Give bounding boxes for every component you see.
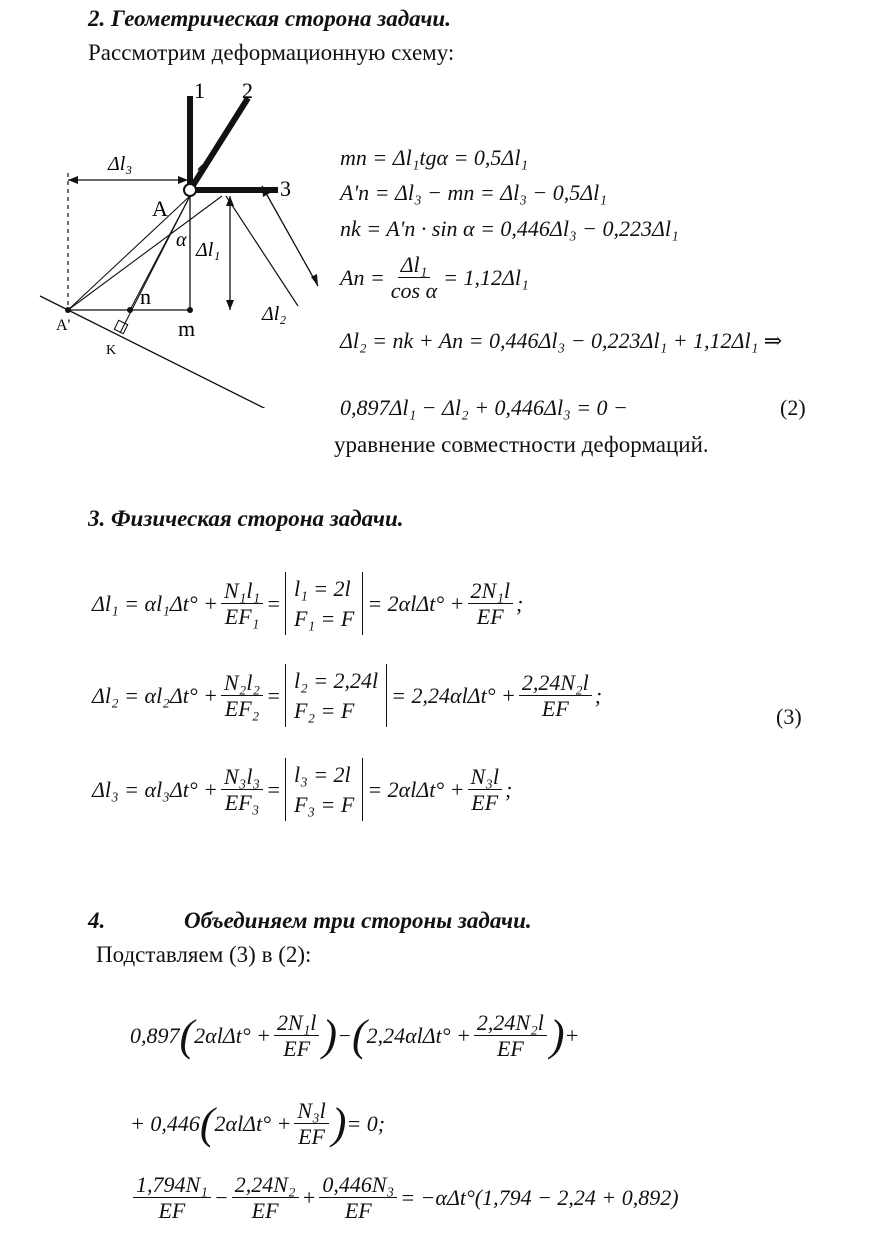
geom-eq-4 bbox=[340, 252, 529, 304]
physical-eq-3-substitution bbox=[285, 758, 363, 821]
geom-eq-4-lhs: An = bbox=[340, 264, 385, 290]
physical-eq-1-substitution bbox=[285, 572, 363, 635]
combined-eq-1-minus: − bbox=[337, 1022, 352, 1048]
combined-eq-2-term: 2αlΔt° + bbox=[214, 1110, 292, 1136]
combined-eq-1-num-1: 2N₁l bbox=[274, 1010, 319, 1036]
geom-eq-1: mn = Δl₁tgα = 0,5Δl₁ bbox=[340, 145, 529, 170]
combined-eq-2-coef: + 0,446 bbox=[130, 1110, 200, 1136]
combined-eq-line-1: 0,897 ( 2αlΔt° + $\frac{\text{2N₁l}}{EF}$ ) − ( 2,24αlΔt° + $\frac{\text{2,24N₂l}}{EF}$ ) + bbox=[130, 1010, 580, 1062]
label-dl3: Δl₃ bbox=[108, 153, 133, 175]
combined-eq-1-end: + bbox=[564, 1022, 580, 1048]
geom-eq-2: A'n = Δl₃ − mn = Δl₃ − 0,5Δl₁ bbox=[340, 180, 607, 205]
physical-eq-1-rhs-den: EF bbox=[476, 604, 504, 630]
combined-eq-3-op-1: − bbox=[213, 1184, 229, 1210]
physical-eq-2-num: N₂l₂ bbox=[221, 670, 263, 696]
physical-eq-1-frac bbox=[221, 578, 263, 630]
geom-eq-3: nk = A'n · sin α = 0,446Δl₃ − 0,223Δl₁ bbox=[340, 216, 679, 241]
physical-eq-2-case-b: F₂ = F bbox=[293, 697, 355, 723]
combined-eq-2-frac bbox=[294, 1098, 328, 1150]
label-2: 2 bbox=[242, 78, 253, 103]
equation-number-3: (3) bbox=[776, 704, 802, 729]
physical-eq-1-case-a: l₁ = 2l bbox=[293, 576, 351, 601]
physical-eq-2-den: EF₂ bbox=[224, 696, 260, 722]
section2-intro: Рассмотрим деформационную схему: bbox=[88, 40, 455, 65]
physical-eq-3-rhs-num: N₃l bbox=[468, 764, 502, 790]
combined-eq-3-den-3: EF bbox=[344, 1198, 372, 1224]
physical-eq-2-rhs-num: 2,24N₂l bbox=[519, 670, 592, 696]
section2-heading: 2. Геометрическая сторона задачи. bbox=[88, 6, 451, 31]
combined-eq-3-num-3: 0,446N₃ bbox=[319, 1172, 397, 1198]
combined-eq-line-2: + 0,446 ( 2αlΔt° + $\frac{\text{N₃l}}{EF}$ ) = 0; bbox=[130, 1098, 386, 1150]
physical-eq-1-lhs: Δl₁ = αl₁Δt° + bbox=[92, 590, 218, 616]
physical-eq-2-lhs: Δl₂ = αl₂Δt° + bbox=[92, 682, 218, 708]
combined-eq-1-num-2: 2,24N₂l bbox=[474, 1010, 547, 1036]
physical-eq-3-end: ; bbox=[504, 776, 513, 802]
physical-eq-3-lhs: Δl₃ = αl₃Δt° + bbox=[92, 776, 218, 802]
physical-eq-2-substitution bbox=[285, 664, 387, 727]
combined-eq-1-coef: 0,897 bbox=[130, 1022, 180, 1048]
combined-eq-1-frac-1 bbox=[274, 1010, 319, 1062]
rod-2 bbox=[190, 98, 248, 190]
physical-eq-2: Δl₂ = αl₂Δt° + $\frac{\text{N₂l₂}}{\text{EF₂}}$ = l₂ = 2,24l F₂ = F = 2,24αlΔt° + $\frac{\text{2,24N₂l}}{EF}$ ; bbox=[92, 664, 602, 727]
combined-eq-3-frac-3 bbox=[319, 1172, 397, 1224]
combined-eq-1-term-1: 2αlΔt° + bbox=[194, 1022, 271, 1048]
label-dl1: Δl₁ bbox=[196, 239, 221, 261]
physical-eq-2-rhs-den: EF bbox=[541, 696, 569, 722]
combined-eq-3-num-1: 1,794N₁ bbox=[133, 1172, 211, 1198]
compatibility-caption: уравнение совместности деформаций. bbox=[334, 432, 709, 457]
combined-eq-1-den-2: EF bbox=[496, 1036, 524, 1062]
combined-eq-line-3 bbox=[130, 1172, 679, 1224]
physical-eq-2-case-a: l₂ = 2,24l bbox=[293, 668, 379, 693]
equation-number-2: (2) bbox=[780, 395, 806, 420]
section4-intro: Подставляем (3) в (2): bbox=[96, 942, 312, 967]
geom-eq-4-rhs: = 1,12Δl₁ bbox=[443, 264, 529, 290]
combined-eq-1-term-2: 2,24αlΔt° + bbox=[366, 1022, 471, 1048]
geom-eq-4-fraction bbox=[388, 252, 440, 304]
label-dl2: Δl₂ bbox=[262, 303, 287, 325]
combined-eq-2-end: = 0; bbox=[346, 1110, 386, 1136]
label-A: A bbox=[152, 196, 168, 221]
physical-eq-2-end: ; bbox=[594, 682, 603, 708]
physical-eq-1-end: ; bbox=[515, 590, 524, 616]
section4-heading: Объединяем три стороны задачи. bbox=[184, 908, 532, 933]
physical-eq-1-case-b: F₁ = F bbox=[293, 605, 355, 631]
geom-eq-5: Δl₂ = nk + An = 0,446Δl₃ − 0,223Δl₁ + 1,12Δl₁ ⇒ bbox=[340, 328, 783, 353]
physical-eq-1-rhs: = 2αlΔt° + bbox=[367, 590, 465, 616]
combined-eq-2-den: EF bbox=[298, 1124, 325, 1150]
label-1: 1 bbox=[194, 78, 205, 103]
label-m: m bbox=[178, 316, 196, 341]
physical-eq-1-den: EF₁ bbox=[224, 604, 260, 630]
physical-eq-2-rhs: = 2,24αlΔt° + bbox=[391, 682, 516, 708]
label-alpha: α bbox=[176, 229, 187, 251]
physical-eq-3-case-b: F₃ = F bbox=[293, 791, 355, 817]
label-3: 3 bbox=[280, 176, 291, 201]
physical-eq-2-frac bbox=[221, 670, 263, 722]
physical-eq-2-rhs-frac bbox=[519, 670, 592, 722]
geom-eq-4-num: Δl₁ bbox=[398, 252, 431, 278]
physical-eq-1-num: N₁l₁ bbox=[221, 578, 263, 604]
label-A-prime: A' bbox=[56, 317, 71, 334]
physical-eq-3: Δl₃ = αl₃Δt° + $\frac{\text{N₃l₃}}{\text{EF₃}}$ = l₃ = 2l F₃ = F = 2αlΔt° + $\frac{\text{N₃l}}{EF}$ ; bbox=[92, 758, 512, 821]
deformation-diagram bbox=[30, 78, 340, 408]
label-k: K bbox=[106, 343, 117, 358]
combined-eq-3-op-2: + bbox=[301, 1184, 317, 1210]
geom-eq-4-den: cos α bbox=[390, 278, 438, 304]
physical-eq-3-frac bbox=[221, 764, 263, 816]
node-A bbox=[184, 184, 196, 196]
combined-eq-1-frac-2 bbox=[474, 1010, 547, 1062]
combined-eq-3-den-2: EF bbox=[251, 1198, 279, 1224]
physical-eq-1-rhs-num: 2N₁l bbox=[468, 578, 513, 604]
combined-eq-3-frac-1 bbox=[133, 1172, 211, 1224]
combined-eq-3-num-2: 2,24N₂ bbox=[232, 1172, 299, 1198]
physical-eq-3-num: N₃l₃ bbox=[221, 764, 263, 790]
physical-eq-3-rhs-frac bbox=[468, 764, 502, 816]
combined-eq-3-frac-2 bbox=[232, 1172, 299, 1224]
physical-eq-3-rhs-den: EF bbox=[471, 790, 499, 816]
combined-eq-3-rhs: = −αΔt°(1,794 − 2,24 + 0,892) bbox=[400, 1184, 679, 1210]
section4-number: 4. bbox=[88, 908, 106, 933]
combined-eq-2-num: N₃l bbox=[294, 1098, 328, 1124]
physical-eq-1: Δl₁ = αl₁Δt° + $\frac{\text{N₁l₁}}{\text{EF₁}}$ = l₁ = 2l F₁ = F = 2αlΔt° + $\frac{\text{2N₁l}}{EF}$ ; bbox=[92, 572, 523, 635]
physical-eq-3-den: EF₃ bbox=[224, 790, 260, 816]
physical-eq-1-rhs-frac bbox=[468, 578, 513, 630]
combined-eq-1-den-1: EF bbox=[283, 1036, 311, 1062]
geom-eq-6: 0,897Δl₁ − Δl₂ + 0,446Δl₃ = 0 − bbox=[340, 395, 628, 420]
section3-heading: 3. Физическая сторона задачи. bbox=[88, 506, 404, 531]
combined-eq-3-den-1: EF bbox=[158, 1198, 186, 1224]
physical-eq-3-rhs: = 2αlΔt° + bbox=[367, 776, 465, 802]
label-n: n bbox=[140, 284, 151, 309]
physical-eq-3-case-a: l₃ = 2l bbox=[293, 762, 351, 787]
